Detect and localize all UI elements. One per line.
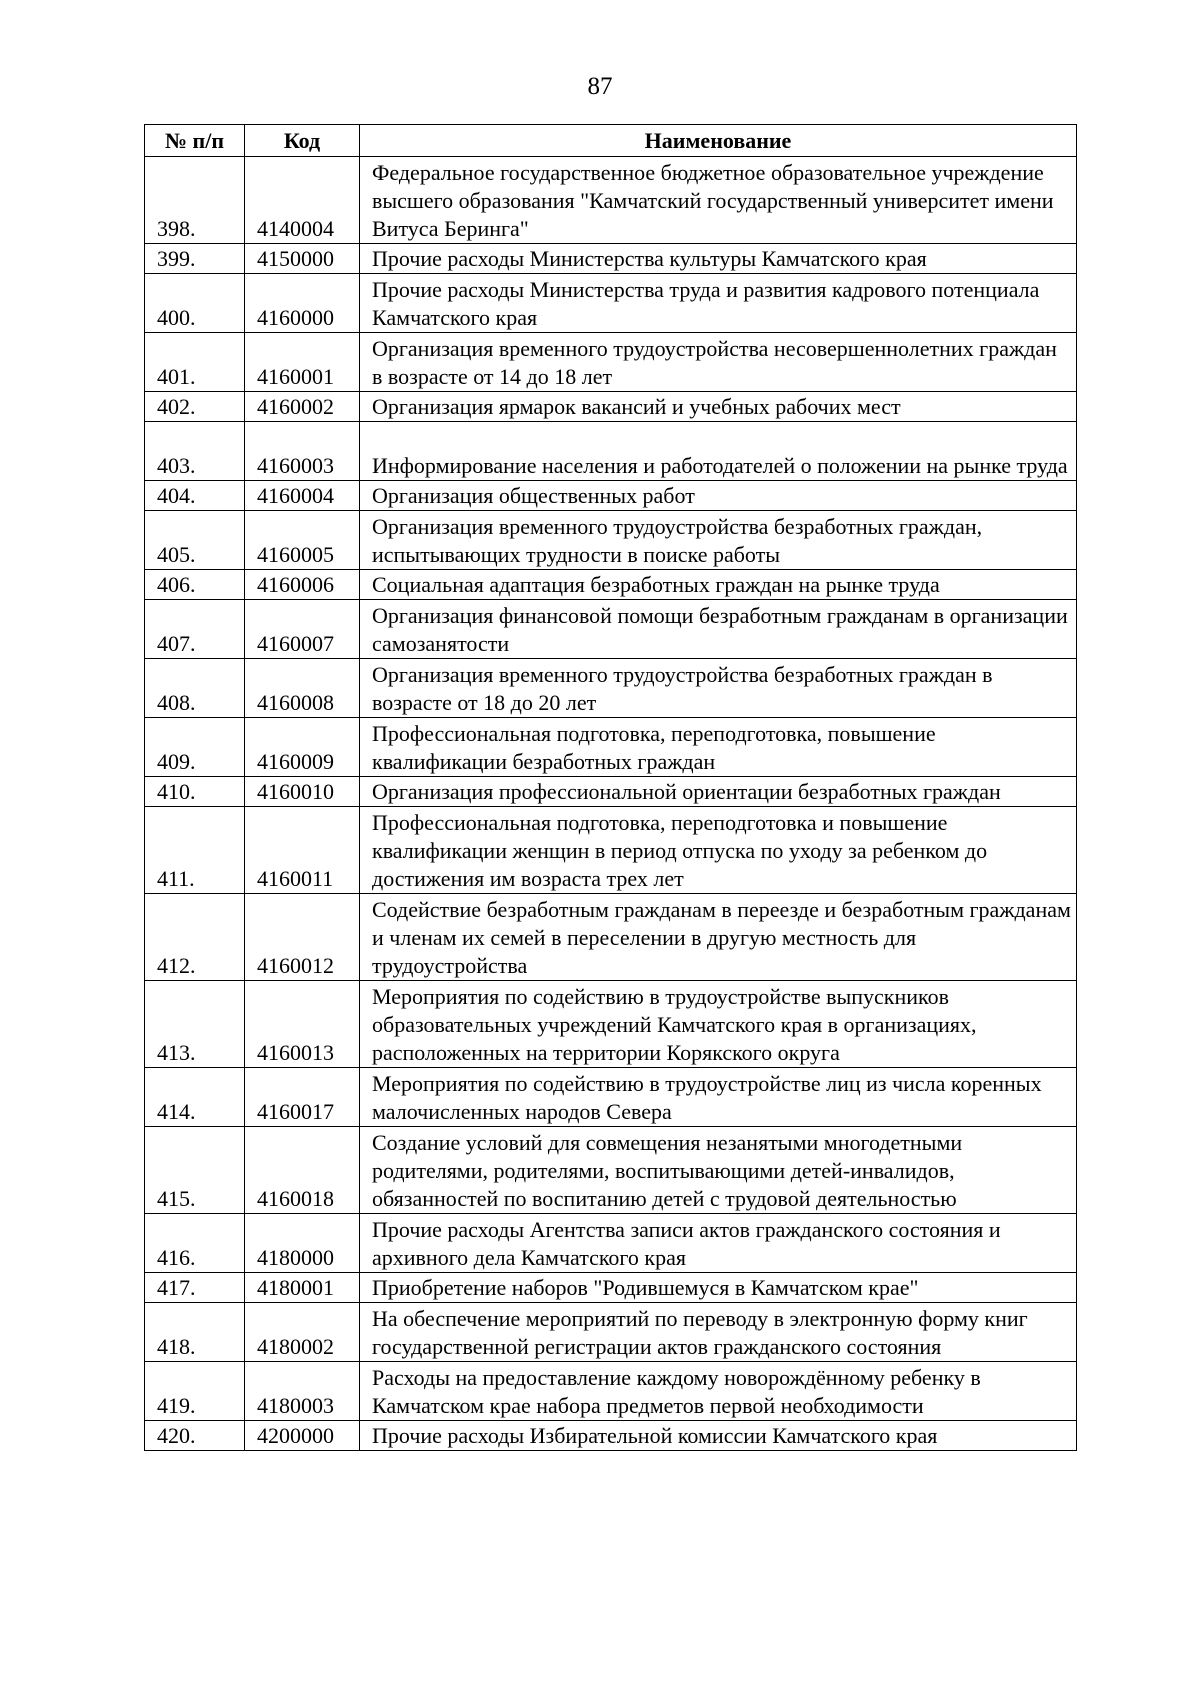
row-name: Прочие расходы Министерства труда и развития кадрового потенциала Камчатского края [360,274,1077,333]
table-row [145,333,1077,392]
row-name: Прочие расходы Агентства записи актов гражданского состояния и архивного дела Камчатского края [360,1214,1077,1273]
table-row [145,1214,1077,1273]
table-row [145,659,1077,718]
row-name: Организация временного трудоустройства безработных граждан, испытывающих трудности в поиске работы [360,511,1077,570]
column-header-number: № п/п [145,125,245,157]
row-name: Организация профессиональной ориентации безработных граждан [360,777,1077,807]
row-name: Расходы на предоставление каждому новорождённому ребенку в Камчатском крае набора предметов первой необходимости [360,1362,1077,1421]
row-code: 4160006 [245,570,360,600]
row-number: 420. [145,1421,245,1451]
row-number: 405. [145,511,245,570]
row-code: 4160002 [245,392,360,422]
row-code: 4180003 [245,1362,360,1421]
row-name: Организация ярмарок вакансий и учебных рабочих мест [360,392,1077,422]
row-name: Приобретение наборов "Родившемуся в Камчатском крае" [360,1273,1077,1303]
row-number: 404. [145,481,245,511]
row-code: 4180000 [245,1214,360,1273]
table-row [145,392,1077,422]
row-name: Организация финансовой помощи безработным гражданам в организации самозанятости [360,600,1077,659]
table-row [145,1127,1077,1214]
column-header-name: Наименование [360,125,1077,157]
row-number: 413. [145,981,245,1068]
table-row [145,718,1077,777]
row-number: 414. [145,1068,245,1127]
row-name: На обеспечение мероприятий по переводу в электронную форму книг государственной регистрации актов гражданского состояния [360,1303,1077,1362]
row-code: 4160010 [245,777,360,807]
row-name: Социальная адаптация безработных граждан на рынке труда [360,570,1077,600]
row-code: 4160009 [245,718,360,777]
row-name: Организация временного трудоустройства безработных граждан в возрасте от 18 до 20 лет [360,659,1077,718]
table-row [145,274,1077,333]
table-row [145,600,1077,659]
row-name: Федеральное государственное бюджетное образовательное учреждение высшего образования "Камчатский государственный университет имени Витуса Беринга" [360,157,1077,244]
row-name: Информирование населения и работодателей о положении на рынке труда [360,422,1077,481]
table-row [145,1421,1077,1451]
table-row [145,1362,1077,1421]
row-number: 411. [145,807,245,894]
row-number: 403. [145,422,245,481]
page-number: 87 [587,73,613,100]
row-code: 4160000 [245,274,360,333]
table-row [145,244,1077,274]
row-name: Прочие расходы Избирательной комиссии Камчатского края [360,1421,1077,1451]
row-name: Прочие расходы Министерства культуры Камчатского края [360,244,1077,274]
table-row [145,511,1077,570]
table-row [145,157,1077,244]
row-code: 4160011 [245,807,360,894]
row-number: 418. [145,1303,245,1362]
row-number: 417. [145,1273,245,1303]
row-code: 4160007 [245,600,360,659]
row-number: 401. [145,333,245,392]
row-name: Мероприятия по содействию в трудоустройстве выпускников образовательных учреждений Камчатского края в организациях, расположенных на территории Корякского округа [360,981,1077,1068]
row-code: 4160013 [245,981,360,1068]
row-number: 412. [145,894,245,981]
table-row [145,422,1077,481]
row-code: 4160003 [245,422,360,481]
table-row [145,894,1077,981]
table-row [145,481,1077,511]
row-number: 400. [145,274,245,333]
row-number: 408. [145,659,245,718]
row-code: 4140004 [245,157,360,244]
row-code: 4160012 [245,894,360,981]
table-row [145,570,1077,600]
row-code: 4160017 [245,1068,360,1127]
table-row [145,1068,1077,1127]
row-number: 415. [145,1127,245,1214]
column-header-code: Код [245,125,360,157]
row-name: Организация общественных работ [360,481,1077,511]
row-number: 416. [145,1214,245,1273]
row-code: 4200000 [245,1421,360,1451]
row-code: 4180002 [245,1303,360,1362]
row-name: Профессиональная подготовка, переподготовка и повышение квалификации женщин в период отпуска по уходу за ребенком до достижения им возраста трех лет [360,807,1077,894]
table-row [145,777,1077,807]
row-name: Организация временного трудоустройства несовершеннолетних граждан в возрасте от 14 до 18 лет [360,333,1077,392]
registry-table [144,124,1077,1451]
row-number: 419. [145,1362,245,1421]
row-code: 4160004 [245,481,360,511]
row-name: Мероприятия по содействию в трудоустройстве лиц из числа коренных малочисленных народов Севера [360,1068,1077,1127]
table-header-row [145,125,1077,157]
row-code: 4160018 [245,1127,360,1214]
row-number: 399. [145,244,245,274]
row-code: 4180001 [245,1273,360,1303]
row-name: Профессиональная подготовка, переподготовка, повышение квалификации безработных граждан [360,718,1077,777]
row-code: 4160005 [245,511,360,570]
row-code: 4160001 [245,333,360,392]
row-number: 409. [145,718,245,777]
row-number: 402. [145,392,245,422]
row-number: 398. [145,157,245,244]
table-row [145,807,1077,894]
table-row [145,1273,1077,1303]
row-number: 406. [145,570,245,600]
row-number: 410. [145,777,245,807]
row-name: Создание условий для совмещения незанятыми многодетными родителями, родителями, воспитывающими детей-инвалидов, обязанностей по воспитанию детей с трудовой деятельностью [360,1127,1077,1214]
row-name: Содействие безработным гражданам в переезде и безработным гражданам и членам их семей в переселении в другую местность для трудоустройства [360,894,1077,981]
row-code: 4150000 [245,244,360,274]
table-row [145,981,1077,1068]
table-row [145,1303,1077,1362]
row-number: 407. [145,600,245,659]
row-code: 4160008 [245,659,360,718]
